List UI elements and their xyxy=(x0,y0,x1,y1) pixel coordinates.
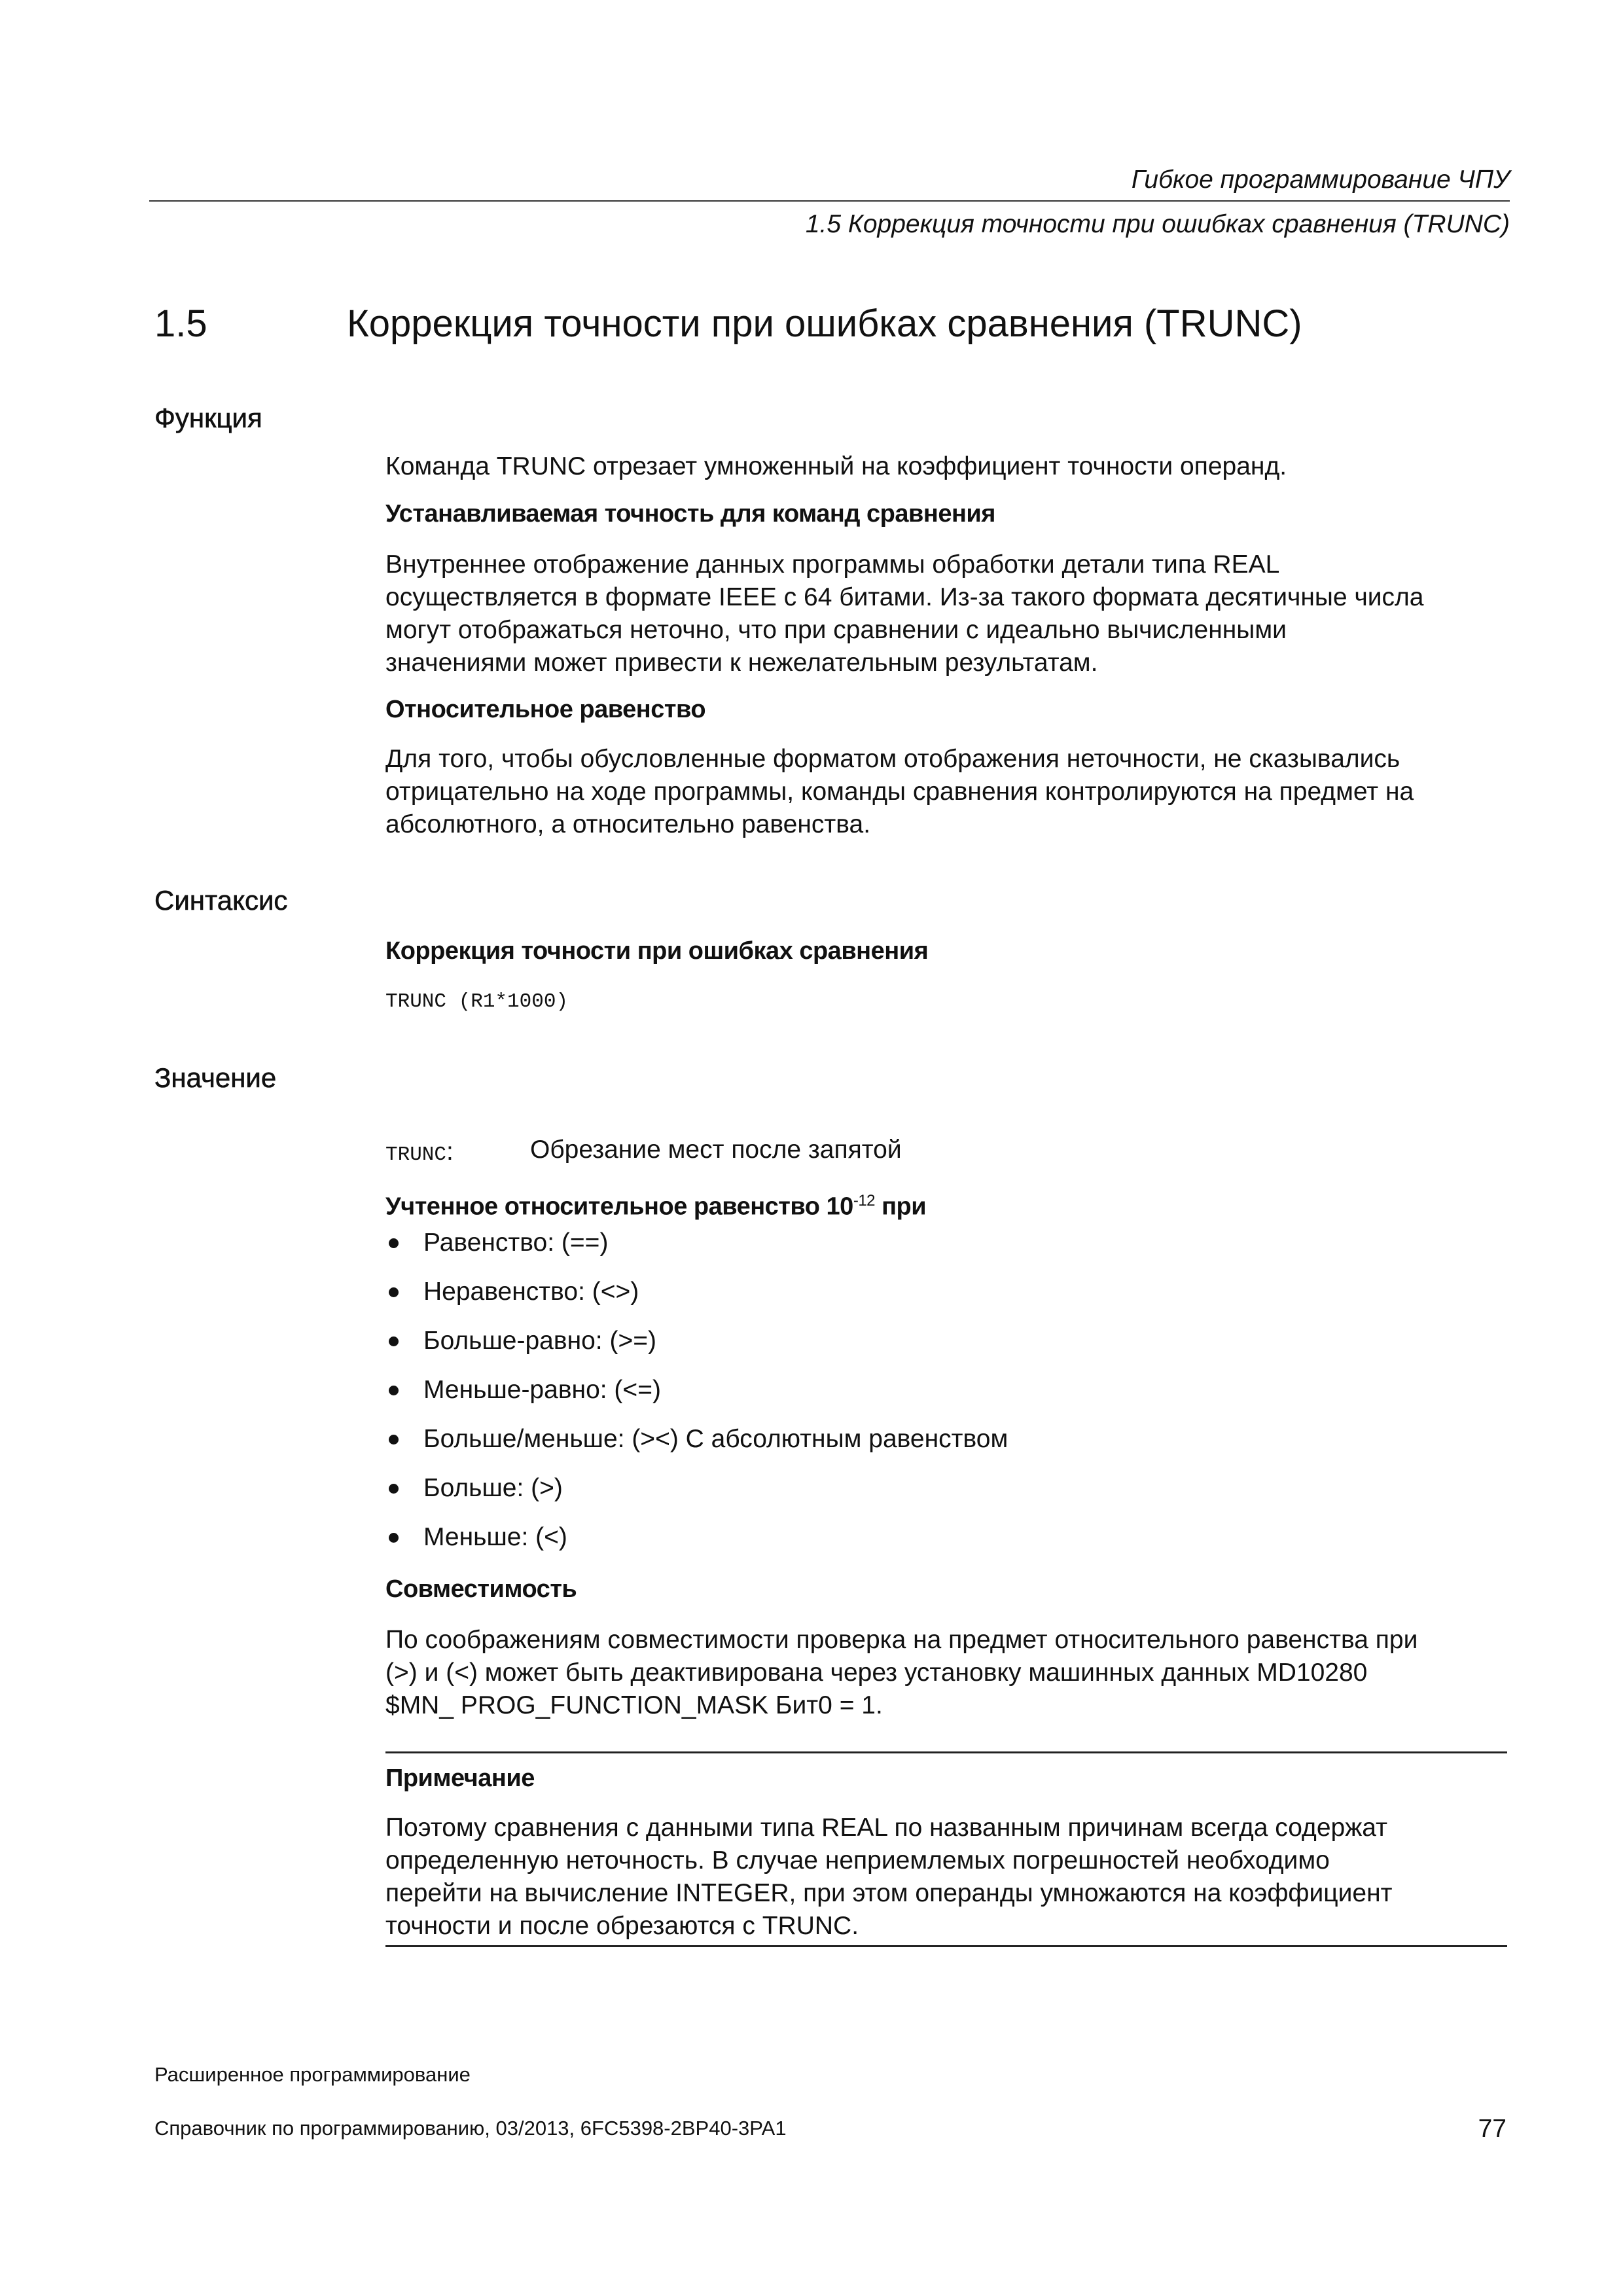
section-number: 1.5 xyxy=(154,302,207,345)
paragraph-line: Для того, чтобы обусловленные форматом отображения неточности, не сказывались xyxy=(385,745,1400,773)
list-item-text: Больше-равно: (>=) xyxy=(423,1327,656,1355)
footer-book-title: Расширенное программирование xyxy=(154,2063,471,2086)
bullet-icon xyxy=(389,1484,399,1494)
list-item-text: Больше/меньше: (><) С абсолютным равенством xyxy=(423,1425,1008,1453)
paragraph-line: могут отображаться неточно, что при сравнении с идеально вычисленными xyxy=(385,616,1287,644)
paragraph-line: По соображениям совместимости проверка на предмет относительного равенства при xyxy=(385,1626,1418,1654)
bullet-icon xyxy=(389,1435,399,1444)
relative-equality-condition-heading xyxy=(385,1185,926,1223)
note-top-rule xyxy=(385,1751,1507,1753)
list-item xyxy=(385,1374,1008,1423)
list-item-text: Меньше-равно: (<=) xyxy=(423,1376,661,1404)
bullet-icon xyxy=(389,1238,399,1248)
condition-heading-prefix: Учтенное относительное равенство 10 xyxy=(385,1193,853,1221)
paragraph-line: определенную неточность. В случае неприемлемых погрешностей необходимо xyxy=(385,1846,1330,1874)
syntax-subheading: Коррекция точности при ошибках сравнения xyxy=(385,937,929,965)
note-bottom-rule xyxy=(385,1945,1507,1947)
list-item-text: Неравенство: (<>) xyxy=(423,1278,639,1306)
function-heading: Функция xyxy=(154,403,262,433)
syntax-code: TRUNC (R1*1000) xyxy=(385,990,569,1013)
list-item xyxy=(385,1423,1008,1472)
condition-heading-suffix: при xyxy=(875,1193,927,1221)
paragraph-line: отрицательно на ходе программы, команды сравнения контролируются на предмет на xyxy=(385,778,1414,806)
bullet-icon xyxy=(389,1287,399,1297)
list-item xyxy=(385,1276,1008,1325)
list-item-text: Больше: (>) xyxy=(423,1474,563,1502)
note-heading: Примечание xyxy=(385,1765,535,1792)
list-item xyxy=(385,1472,1008,1521)
compatibility-heading: Совместимость xyxy=(385,1575,577,1603)
bullet-icon xyxy=(389,1386,399,1395)
paragraph-line: точности и после обрезаются с TRUNC. xyxy=(385,1912,859,1940)
paragraph-line: (>) и (<) может быть деактивирована через установку машинных данных MD10280 xyxy=(385,1659,1368,1687)
function-intro xyxy=(385,450,1511,483)
paragraph-line: абсолютного, а относительно равенства. xyxy=(385,810,871,838)
list-item xyxy=(385,1227,1008,1276)
list-item-text: Меньше: (<) xyxy=(423,1523,567,1551)
running-head-chapter: Гибкое программирование ЧПУ xyxy=(1131,166,1510,194)
relative-equality-paragraph xyxy=(385,743,1511,841)
condition-heading-exponent: -12 xyxy=(853,1192,876,1210)
compatibility-paragraph xyxy=(385,1624,1511,1722)
paragraph-line: осуществляется в формате IEEE с 64 битами. Из-за такого формата десятичные числа xyxy=(385,583,1424,611)
paragraph-line: перейти на вычисление INTEGER, при этом операнды умножаются на коэффициент xyxy=(385,1879,1393,1907)
function-intro-text: Команда TRUNC отрезает умноженный на коэффициент точности операнд. xyxy=(385,452,1287,480)
paragraph-line: Внутреннее отображение данных программы обработки детали типа REAL xyxy=(385,550,1280,579)
settable-accuracy-heading: Устанавливаемая точность для команд сравнения xyxy=(385,500,995,528)
definition-term-code: TRUNC xyxy=(385,1143,447,1166)
footer-manual-info: Справочник по программированию, 03/2013, 6FC5398-2BP40-3PA1 xyxy=(154,2117,787,2140)
bullet-icon xyxy=(389,1533,399,1543)
paragraph-line: значениями может привести к нежелательным результатам. xyxy=(385,649,1098,677)
definition-term xyxy=(385,1136,454,1172)
list-item-text: Равенство: (==) xyxy=(423,1229,609,1257)
list-item xyxy=(385,1325,1008,1374)
settable-accuracy-paragraph xyxy=(385,548,1511,679)
definition-description: Обрезание мест после запятой xyxy=(530,1136,902,1164)
relative-equality-heading: Относительное равенство xyxy=(385,696,706,723)
syntax-heading: Синтаксис xyxy=(154,885,288,916)
paragraph-line: Поэтому сравнения с данными типа REAL по названным причинам всегда содержат xyxy=(385,1814,1387,1842)
running-head-section: 1.5 Коррекция точности при ошибках сравнения (TRUNC) xyxy=(805,210,1510,238)
section-title: Коррекция точности при ошибках сравнения (TRUNC) xyxy=(347,302,1302,345)
definition-term-colon: : xyxy=(446,1138,454,1166)
page-number: 77 xyxy=(1478,2115,1507,2143)
meaning-heading: Значение xyxy=(154,1062,277,1093)
header-rule xyxy=(149,200,1510,202)
list-item xyxy=(385,1521,1008,1570)
bullet-icon xyxy=(389,1336,399,1346)
paragraph-line: $MN_ PROG_FUNCTION_MASK Бит0 = 1. xyxy=(385,1691,883,1719)
note-paragraph xyxy=(385,1812,1511,1943)
comparison-operator-list xyxy=(385,1227,1008,1570)
